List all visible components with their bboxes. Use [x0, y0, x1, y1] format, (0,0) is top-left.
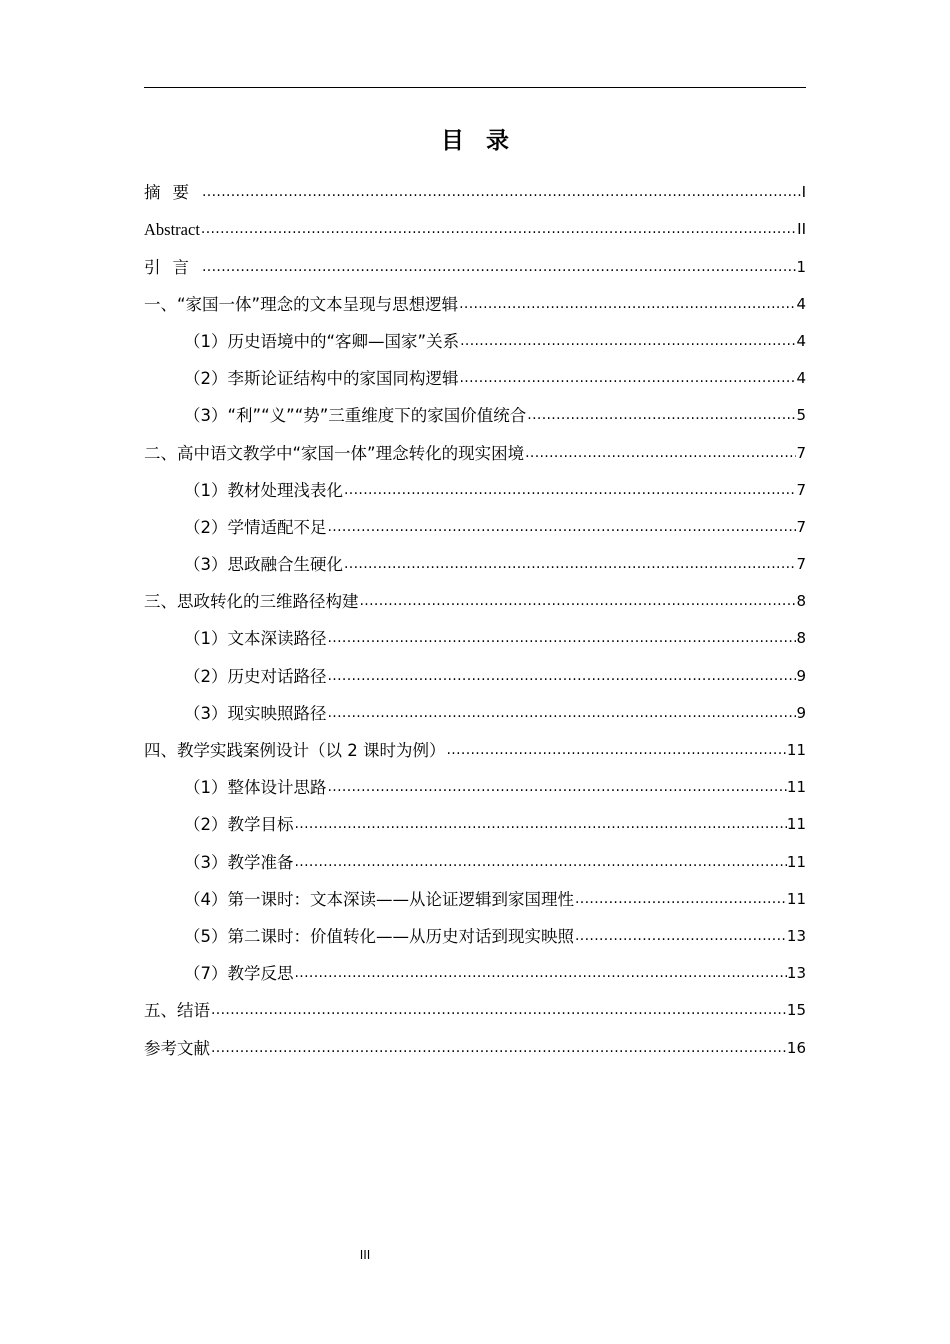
- toc-entry-page: 16: [786, 1038, 806, 1057]
- toc-entry-page: 11: [786, 889, 806, 908]
- toc-entry-page: II: [797, 220, 806, 239]
- toc-entry-text: （1）历史语境中的“客卿—国家”关系: [184, 331, 460, 351]
- toc-entry-page: 7: [796, 443, 806, 462]
- toc-dot-leader: [327, 509, 797, 546]
- toc-dot-leader: [327, 769, 787, 806]
- toc-entry-text: Abstract: [144, 220, 200, 240]
- toc-entry-text: （5）第二课时：价值转化——从历史对话到现实映照: [184, 926, 574, 946]
- toc-entry-text: （2）教学目标: [184, 815, 294, 835]
- toc-entry-text: （3）教学准备: [184, 852, 294, 872]
- toc-entry-section-2-1[interactable]: [144, 472, 806, 509]
- toc-entry-text: （1）文本深读路径: [184, 629, 327, 649]
- toc-entry-page: 11: [786, 778, 806, 797]
- toc-entry-section-3-1[interactable]: [144, 620, 806, 657]
- toc-entry-page: 8: [796, 629, 806, 648]
- toc-entry-page: 13: [786, 964, 806, 983]
- toc-entry-section-1-2[interactable]: [144, 360, 806, 397]
- toc-entry-page: 7: [796, 517, 806, 536]
- toc-entry-page: 1: [796, 257, 806, 276]
- toc-entry-text: 参考文献: [144, 1038, 210, 1058]
- toc-entry-abstract-en[interactable]: [144, 211, 806, 248]
- toc-dot-leader: [294, 806, 787, 843]
- toc-dot-leader: [201, 249, 796, 286]
- toc-entry-section-4-1[interactable]: [144, 769, 806, 806]
- toc-entry-page: 4: [796, 369, 806, 388]
- toc-entry-section-1-1[interactable]: [144, 323, 806, 360]
- toc-dot-leader: [327, 620, 797, 657]
- toc-entry-text: （3）现实映照路径: [184, 703, 327, 723]
- toc-entry-page: 15: [786, 1001, 806, 1020]
- toc-entry-text: （7）教学反思: [184, 964, 294, 984]
- toc-dot-leader: [459, 323, 796, 360]
- toc-entry-page: 4: [796, 294, 806, 313]
- toc-entry-section-3-2[interactable]: [144, 657, 806, 694]
- toc-entry-text: 三、思政转化的三维路径构建: [144, 592, 359, 612]
- toc-entry-text: 一、“家国一体”理念的文本呈现与思想逻辑: [144, 294, 459, 314]
- toc-title: 目录: [441, 128, 531, 154]
- toc-dot-leader: [200, 211, 797, 248]
- toc-entry-text: 二、高中语文教学中“家国一体”理念转化的现实困境: [144, 443, 525, 463]
- toc-entry-section-4-5[interactable]: [144, 918, 806, 955]
- toc-dot-leader: [459, 360, 797, 397]
- toc-entry-text: （2）李斯论证结构中的家国同构逻辑: [184, 369, 459, 389]
- toc-dot-leader: [327, 695, 797, 732]
- page-number: III: [359, 1248, 371, 1262]
- toc-entry-section-4-7[interactable]: [144, 955, 806, 992]
- toc-entry-text: （2）历史对话路径: [184, 666, 327, 686]
- toc-dot-leader: [294, 955, 787, 992]
- toc-dot-leader: [359, 583, 797, 620]
- toc-dot-leader: [574, 918, 787, 955]
- toc-entry-section-1-3[interactable]: [144, 397, 806, 434]
- toc-entry-text: （3）思政融合生硬化: [184, 555, 343, 575]
- toc-entry-introduction[interactable]: [144, 248, 806, 285]
- toc-entry-text: （1）教材处理浅表化: [184, 480, 343, 500]
- toc-dot-leader: [210, 992, 787, 1029]
- toc-entry-text: 引言: [144, 257, 201, 277]
- toc-entry-page: 13: [786, 926, 806, 945]
- toc-entry-text: 五、结语: [144, 1001, 210, 1021]
- toc-entry-text: （2）学情适配不足: [184, 517, 327, 537]
- toc-entry-text: 摘要: [144, 183, 201, 203]
- toc-entry-chapter-1[interactable]: [144, 286, 806, 323]
- toc-dot-leader: [327, 658, 797, 695]
- toc-dot-leader: [458, 286, 796, 323]
- toc-entry-page: 4: [796, 331, 806, 350]
- toc-entry-section-3-3[interactable]: [144, 695, 806, 732]
- toc-dot-leader: [343, 546, 796, 583]
- toc-entry-page: 11: [786, 815, 806, 834]
- toc-entry-text: （1）整体设计思路: [184, 778, 327, 798]
- toc-entry-page: 9: [796, 703, 806, 722]
- toc-entry-conclusion[interactable]: [144, 992, 806, 1029]
- toc-entry-page: 5: [796, 406, 806, 425]
- toc-entry-section-4-4[interactable]: [144, 881, 806, 918]
- toc-entry-section-4-3[interactable]: [144, 843, 806, 880]
- toc-entry-section-2-2[interactable]: [144, 509, 806, 546]
- toc-dot-leader: [201, 174, 802, 211]
- toc-entry-chapter-3[interactable]: [144, 583, 806, 620]
- toc-dot-leader: [526, 397, 796, 434]
- toc-entry-section-4-2[interactable]: [144, 806, 806, 843]
- toc-dot-leader: [524, 435, 796, 472]
- toc-list: [144, 174, 806, 1067]
- toc-entry-page: 11: [786, 741, 806, 759]
- toc-entry-chapter-2[interactable]: [144, 434, 806, 471]
- toc-dot-leader: [574, 881, 787, 918]
- toc-entry-page: 7: [796, 480, 806, 499]
- toc-entry-references[interactable]: [144, 1029, 806, 1066]
- header-rule: [144, 87, 806, 88]
- toc-entry-section-2-3[interactable]: [144, 546, 806, 583]
- toc-entry-page: I: [801, 183, 806, 202]
- toc-entry-text: （3）“利”“义”“势”三重维度下的家国价值统合: [184, 406, 527, 426]
- toc-entry-page: 11: [786, 852, 806, 871]
- toc-entry-abstract-cn[interactable]: [144, 174, 806, 211]
- toc-entry-page: 8: [796, 592, 806, 611]
- toc-entry-text: 四、教学实践案例设计（以 2 课时为例）: [144, 741, 446, 760]
- toc-entry-text: （4）第一课时：文本深读——从论证逻辑到家国理性: [184, 889, 574, 909]
- toc-dot-leader: [343, 472, 796, 509]
- toc-dot-leader: [294, 844, 787, 881]
- toc-dot-leader: [210, 1030, 787, 1067]
- toc-entry-page: 7: [796, 555, 806, 574]
- toc-dot-leader: [446, 732, 787, 769]
- toc-entry-chapter-4[interactable]: [144, 732, 806, 769]
- toc-entry-page: 9: [796, 666, 806, 685]
